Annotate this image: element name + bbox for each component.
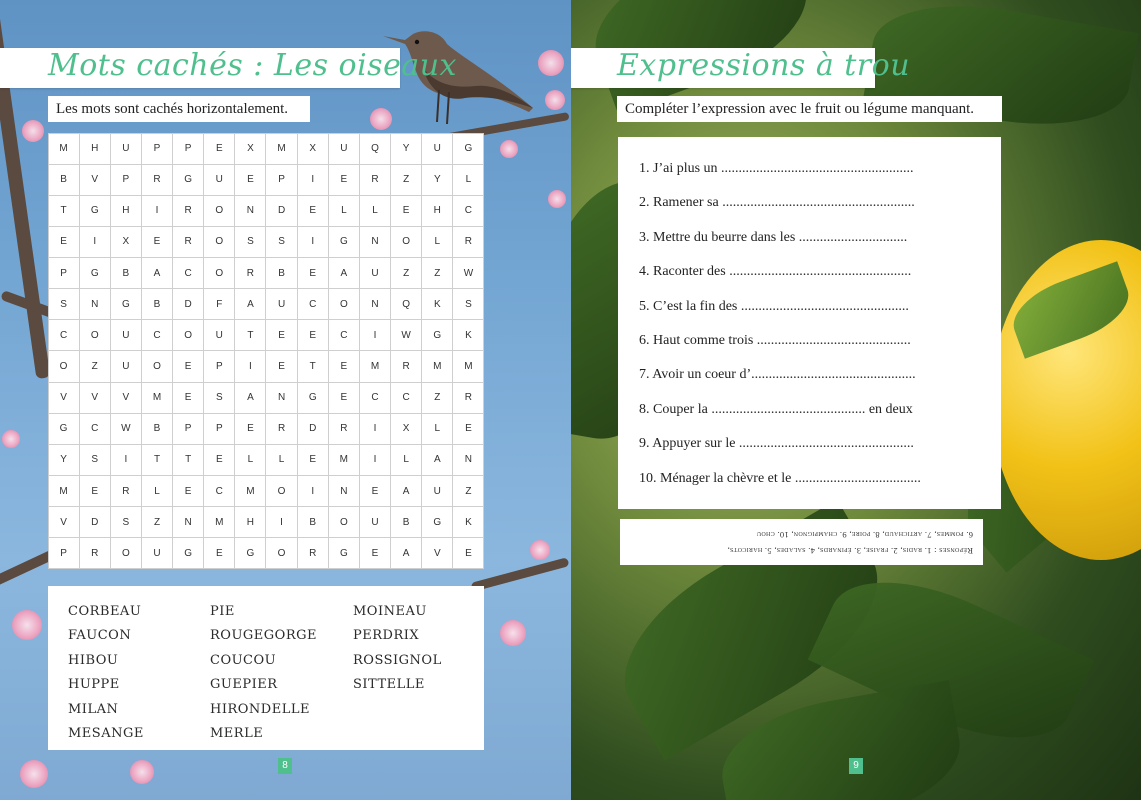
expression-line: 9. Appuyer sur le .................................................. — [639, 436, 914, 452]
blossom-decoration — [12, 610, 42, 640]
page-title: Mots cachés : Les oiseaux — [48, 48, 457, 83]
blossom-decoration — [2, 430, 20, 448]
grid-cell: N — [359, 288, 391, 320]
grid-cell: D — [172, 288, 204, 320]
grid-cell: O — [141, 350, 173, 382]
answers-line: Réponses : 1. radis, 2. fraise, 3. épinards, 4. salades, 5. haricots, — [727, 546, 973, 556]
grid-cell: T — [297, 350, 329, 382]
grid-cell: R — [452, 226, 484, 258]
grid-cell: E — [297, 257, 329, 289]
grid-cell: T — [48, 195, 80, 227]
word-item: PIE — [210, 604, 235, 619]
grid-cell: A — [390, 537, 422, 569]
grid-cell: E — [172, 350, 204, 382]
grid-cell: S — [110, 506, 142, 538]
grid-cell: W — [110, 413, 142, 445]
grid-cell: E — [328, 350, 360, 382]
grid-cell: S — [452, 288, 484, 320]
grid-cell: G — [421, 506, 453, 538]
grid-cell: D — [79, 506, 111, 538]
grid-cell: O — [110, 537, 142, 569]
grid-cell: G — [328, 537, 360, 569]
grid-cell: G — [328, 226, 360, 258]
grid-cell: V — [48, 382, 80, 414]
grid-cell: N — [234, 195, 266, 227]
grid-cell: C — [359, 382, 391, 414]
grid-cell: M — [48, 475, 80, 507]
grid-cell: E — [203, 444, 235, 476]
grid-cell: Z — [390, 257, 422, 289]
grid-cell: R — [265, 413, 297, 445]
word-item: GUEPIER — [210, 677, 278, 693]
grid-cell: E — [265, 319, 297, 351]
grid-cell: R — [328, 413, 360, 445]
grid-cell: L — [421, 226, 453, 258]
grid-cell: L — [234, 444, 266, 476]
grid-cell: E — [297, 319, 329, 351]
grid-cell: L — [359, 195, 391, 227]
grid-cell: T — [172, 444, 204, 476]
grid-cell: M — [48, 133, 80, 165]
grid-cell: N — [79, 288, 111, 320]
grid-cell: Y — [48, 444, 80, 476]
grid-cell: M — [359, 350, 391, 382]
grid-cell: U — [328, 133, 360, 165]
grid-cell: E — [234, 164, 266, 196]
word-item: COUCOU — [210, 652, 277, 668]
grid-cell: M — [328, 444, 360, 476]
grid-cell: U — [141, 537, 173, 569]
grid-cell: A — [234, 288, 266, 320]
word-item: PERDRIX — [353, 628, 420, 644]
grid-cell: H — [234, 506, 266, 538]
grid-cell: G — [421, 319, 453, 351]
word-item: MERLE — [210, 725, 264, 741]
grid-cell: Z — [390, 164, 422, 196]
blossom-decoration — [22, 120, 44, 142]
grid-cell: G — [110, 288, 142, 320]
grid-cell: D — [265, 195, 297, 227]
grid-cell: K — [421, 288, 453, 320]
grid-cell: C — [297, 288, 329, 320]
grid-cell: T — [234, 319, 266, 351]
grid-cell: E — [359, 537, 391, 569]
grid-cell: C — [452, 195, 484, 227]
grid-cell: M — [234, 475, 266, 507]
grid-cell: A — [421, 444, 453, 476]
grid-cell: U — [421, 475, 453, 507]
answers-line: 6. pommes, 7. artichaud, 8. poire, 9. champignon, 10. chou — [756, 530, 973, 540]
grid-cell: T — [141, 444, 173, 476]
grid-cell: W — [452, 257, 484, 289]
grid-cell: M — [421, 350, 453, 382]
grid-cell: S — [265, 226, 297, 258]
grid-cell: O — [203, 226, 235, 258]
blossom-decoration — [500, 620, 526, 646]
grid-cell: I — [234, 350, 266, 382]
grid-cell: R — [110, 475, 142, 507]
grid-cell: X — [234, 133, 266, 165]
grid-cell: B — [141, 288, 173, 320]
word-item: MOINEAU — [353, 604, 427, 619]
grid-cell: M — [452, 350, 484, 382]
grid-cell: N — [265, 382, 297, 414]
grid-cell: X — [390, 413, 422, 445]
grid-cell: U — [110, 319, 142, 351]
grid-cell: S — [234, 226, 266, 258]
grid-cell: I — [110, 444, 142, 476]
grid-cell: Y — [421, 164, 453, 196]
grid-cell: F — [203, 288, 235, 320]
word-item: FAUCON — [68, 628, 132, 644]
expression-line: 4. Raconter des .................................................... — [639, 264, 912, 280]
grid-cell: P — [203, 413, 235, 445]
grid-cell: O — [390, 226, 422, 258]
grid-cell: W — [390, 319, 422, 351]
word-list — [48, 586, 484, 750]
grid-cell: R — [390, 350, 422, 382]
grid-cell: U — [359, 506, 391, 538]
grid-cell: L — [265, 444, 297, 476]
grid-cell: I — [359, 319, 391, 351]
grid-cell: E — [297, 195, 329, 227]
word-column — [210, 600, 317, 746]
expression-line: 2. Ramener sa ....................................................... — [639, 195, 915, 211]
grid-cell: C — [328, 319, 360, 351]
grid-cell: V — [48, 506, 80, 538]
grid-cell: I — [265, 506, 297, 538]
grid-cell: U — [203, 319, 235, 351]
grid-cell: C — [203, 475, 235, 507]
grid-cell: Q — [390, 288, 422, 320]
grid-cell: O — [328, 288, 360, 320]
grid-cell: Z — [452, 475, 484, 507]
grid-cell: A — [328, 257, 360, 289]
word-column — [353, 600, 442, 698]
word-item: MESANGE — [68, 725, 144, 741]
grid-cell: N — [172, 506, 204, 538]
grid-cell: P — [172, 413, 204, 445]
word-item: SITTELLE — [353, 677, 425, 693]
grid-cell: R — [172, 226, 204, 258]
grid-cell: B — [141, 413, 173, 445]
grid-cell: R — [452, 382, 484, 414]
grid-cell: A — [141, 257, 173, 289]
word-item: HIBOU — [68, 652, 119, 668]
grid-cell: E — [172, 382, 204, 414]
grid-cell: E — [452, 537, 484, 569]
expression-line: 8. Couper la ............................................ en deux — [639, 401, 913, 417]
grid-cell: H — [421, 195, 453, 227]
grid-cell: M — [141, 382, 173, 414]
grid-cell: Z — [421, 382, 453, 414]
grid-cell: O — [265, 537, 297, 569]
word-item: HIRONDELLE — [210, 701, 310, 717]
grid-cell: P — [110, 164, 142, 196]
grid-cell: I — [297, 164, 329, 196]
grid-cell: R — [234, 257, 266, 289]
grid-cell: X — [297, 133, 329, 165]
grid-cell: E — [141, 226, 173, 258]
grid-cell: N — [359, 226, 391, 258]
page-number: 8 — [278, 758, 292, 774]
instruction-label: Compléter l’expression avec le fruit ou légume manquant. — [617, 96, 1002, 122]
grid-cell: I — [297, 226, 329, 258]
grid-cell: U — [421, 133, 453, 165]
blossom-decoration — [548, 190, 566, 208]
expression-line: 10. Ménager la chèvre et le .................................... — [639, 470, 921, 486]
grid-cell: C — [141, 319, 173, 351]
grid-cell: E — [48, 226, 80, 258]
grid-cell: V — [79, 164, 111, 196]
grid-cell: N — [452, 444, 484, 476]
blossom-decoration — [545, 90, 565, 110]
grid-cell: G — [452, 133, 484, 165]
grid-cell: K — [452, 319, 484, 351]
word-search-grid — [48, 133, 484, 569]
grid-cell: G — [172, 537, 204, 569]
expressions-box — [618, 137, 1001, 509]
grid-cell: C — [390, 382, 422, 414]
grid-cell: M — [203, 506, 235, 538]
grid-cell: A — [234, 382, 266, 414]
grid-cell: Q — [359, 133, 391, 165]
word-item: ROUGEGORGE — [210, 628, 317, 644]
page-number: 9 — [849, 758, 863, 774]
grid-cell: G — [79, 257, 111, 289]
grid-cell: L — [141, 475, 173, 507]
grid-cell: D — [297, 413, 329, 445]
blossom-decoration — [130, 760, 154, 784]
grid-cell: P — [48, 257, 80, 289]
grid-cell: E — [328, 164, 360, 196]
grid-cell: O — [48, 350, 80, 382]
grid-cell: E — [172, 475, 204, 507]
grid-cell: Y — [390, 133, 422, 165]
grid-cell: O — [172, 319, 204, 351]
branch-decoration — [471, 557, 570, 592]
grid-cell: V — [421, 537, 453, 569]
grid-cell: G — [297, 382, 329, 414]
grid-cell: U — [359, 257, 391, 289]
word-item: HUPPE — [68, 677, 120, 693]
grid-cell: G — [79, 195, 111, 227]
grid-cell: R — [172, 195, 204, 227]
grid-cell: P — [141, 133, 173, 165]
grid-cell: H — [110, 195, 142, 227]
grid-cell: H — [79, 133, 111, 165]
word-item: MILAN — [68, 701, 119, 717]
grid-cell: S — [79, 444, 111, 476]
expression-line: 3. Mettre du beurre dans les ............................... — [639, 229, 908, 245]
grid-cell: L — [328, 195, 360, 227]
grid-cell: P — [48, 537, 80, 569]
grid-cell: I — [297, 475, 329, 507]
grid-cell: P — [265, 164, 297, 196]
grid-cell: R — [297, 537, 329, 569]
answers-upside-down — [620, 519, 983, 565]
grid-cell: R — [141, 164, 173, 196]
grid-cell: Z — [421, 257, 453, 289]
grid-cell: E — [79, 475, 111, 507]
grid-cell: E — [203, 133, 235, 165]
grid-cell: B — [48, 164, 80, 196]
page-title: Expressions à trou — [617, 48, 911, 83]
grid-cell: R — [359, 164, 391, 196]
blossom-decoration — [530, 540, 550, 560]
grid-cell: E — [265, 350, 297, 382]
grid-cell: V — [110, 382, 142, 414]
grid-cell: K — [452, 506, 484, 538]
grid-cell: G — [48, 413, 80, 445]
grid-cell: O — [79, 319, 111, 351]
word-item: ROSSIGNOL — [353, 652, 442, 668]
grid-cell: C — [79, 413, 111, 445]
grid-cell: C — [172, 257, 204, 289]
grid-cell: M — [265, 133, 297, 165]
grid-cell: U — [203, 164, 235, 196]
expression-line: 6. Haut comme trois ............................................ — [639, 333, 911, 348]
grid-cell: B — [390, 506, 422, 538]
expression-line: 1. J’ai plus un ....................................................... — [639, 161, 914, 176]
grid-cell: V — [79, 382, 111, 414]
grid-cell: B — [110, 257, 142, 289]
grid-cell: O — [203, 257, 235, 289]
expression-line: 5. C’est la fin des ................................................ — [639, 298, 909, 314]
grid-cell: O — [203, 195, 235, 227]
grid-cell: I — [141, 195, 173, 227]
grid-cell: O — [265, 475, 297, 507]
grid-cell: L — [390, 444, 422, 476]
grid-cell: E — [390, 195, 422, 227]
bird-illustration — [383, 28, 543, 148]
grid-cell: L — [421, 413, 453, 445]
grid-cell: I — [79, 226, 111, 258]
grid-cell: R — [79, 537, 111, 569]
blossom-decoration — [20, 760, 48, 788]
grid-cell: E — [234, 413, 266, 445]
grid-cell: Z — [141, 506, 173, 538]
grid-cell: E — [203, 537, 235, 569]
grid-cell: E — [452, 413, 484, 445]
grid-cell: B — [265, 257, 297, 289]
word-column — [68, 600, 144, 746]
grid-cell: I — [359, 444, 391, 476]
grid-cell: E — [328, 382, 360, 414]
grid-cell: S — [203, 382, 235, 414]
grid-cell: U — [110, 133, 142, 165]
grid-cell: A — [390, 475, 422, 507]
grid-cell: P — [172, 133, 204, 165]
grid-cell: G — [172, 164, 204, 196]
grid-cell: Z — [79, 350, 111, 382]
grid-cell: I — [359, 413, 391, 445]
instruction-label: Les mots sont cachés horizontalement. — [48, 96, 310, 122]
word-item: CORBEAU — [68, 604, 142, 619]
grid-cell: P — [203, 350, 235, 382]
grid-cell: C — [48, 319, 80, 351]
grid-cell: N — [328, 475, 360, 507]
grid-cell: B — [297, 506, 329, 538]
grid-cell: U — [265, 288, 297, 320]
grid-cell: O — [328, 506, 360, 538]
grid-cell: S — [48, 288, 80, 320]
grid-cell: E — [359, 475, 391, 507]
grid-cell: X — [110, 226, 142, 258]
grid-cell: E — [297, 444, 329, 476]
grid-cell: U — [110, 350, 142, 382]
grid-cell: G — [234, 537, 266, 569]
expression-line: 7. Avoir un coeur d’............................................... — [639, 367, 916, 383]
grid-cell: L — [452, 164, 484, 196]
